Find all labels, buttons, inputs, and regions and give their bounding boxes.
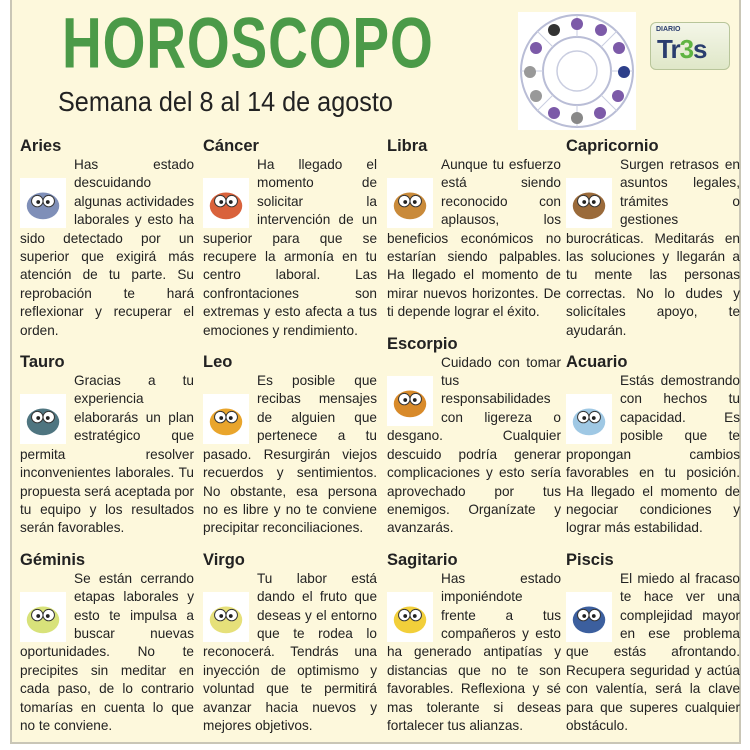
sign-text <box>566 372 740 538</box>
sign-text-body: Has estado imponiéndote frente a tus compañeros y esto ha generado antipatías y distancias que no te son favorables. Reflexiona y sé mas tolerante si deseas fortalecer tus alianzas. <box>387 570 561 733</box>
sign-text-body: Se están cerrando etapas laborales y esto te impulsa a buscar nuevas oportunidades. No te precipites sin meditar en cada paso, de lo contrario tomarías en cuenta lo que no te conviene. <box>20 570 194 733</box>
scorpion-icon <box>387 376 433 426</box>
sign-name: Libra <box>387 137 428 155</box>
logo-part: s <box>693 34 707 64</box>
sign-name: Cáncer <box>203 137 259 155</box>
sign-text-body: El miedo al fracaso te hace ver una complejidad mayor en ese problema que estás afrontando. Recupera seguridad y actúa con valentía, será la clave para que superes cualquier obstáculo. <box>566 570 740 733</box>
zodiac-wheel-image <box>518 12 636 130</box>
sign-text <box>203 570 377 736</box>
crab-icon <box>203 178 249 228</box>
sign-name: Virgo <box>203 550 245 569</box>
sign-capricornio <box>566 136 740 340</box>
sign-virgo <box>203 550 377 736</box>
sign-libra <box>387 136 561 322</box>
sign-text-body: Gracias a tu experiencia elaborarás un plan estratégico que permita resolver inconvenientes laborales. Tu propuesta será aceptada por tu equipo y los resultados serán favorables. <box>20 373 194 536</box>
sign-text <box>203 156 377 340</box>
sign-tauro <box>20 352 194 538</box>
sign-aries <box>20 136 194 340</box>
diario-tres-logo <box>650 22 730 70</box>
sign-name: Géminis <box>20 550 86 569</box>
sign-name: Tauro <box>20 353 65 372</box>
page-title: HOROSCOPO <box>62 2 434 84</box>
column-4 <box>566 136 740 735</box>
water-drop-icon <box>566 394 612 444</box>
twins-icon <box>20 592 66 642</box>
logo-part: 3 <box>679 34 694 64</box>
scales-icon <box>387 178 433 228</box>
sign-text-body: Aunque tu esfuerzo está siendo reconocido con aplausos, los beneficios económicos no estarían siendo palpables. Ha llegado el momento de mirar nuevos horizontes. De ti depende lograr el éxito. <box>387 157 561 320</box>
logo-part: Tr <box>657 34 680 64</box>
sign-text-body: Has estado descuidando algunas actividades laborales y esto ha sido detectado por un superior que exigirá más atención de tu parte. Su reprobación te hará reflexionar y recuperar el orden. <box>20 157 194 338</box>
sign-piscis <box>566 550 740 736</box>
sign-text <box>387 156 561 322</box>
lion-icon <box>203 394 249 444</box>
sign-text-body: Cuidado con tomar tus responsabilidades con ligereza o desgano. Cualquier descuido podría generar complicaciones y esto sería aprovechado por tus enemigos. Organízate y avanzarás. <box>387 354 561 536</box>
sign-name: Escorpio <box>387 334 458 353</box>
column-1 <box>20 136 194 735</box>
bull-icon <box>20 394 66 444</box>
sign-leo <box>203 352 377 538</box>
maiden-icon <box>203 592 249 642</box>
goat-icon <box>566 178 612 228</box>
sign-text <box>20 570 194 736</box>
sign-name: Leo <box>203 353 233 372</box>
archer-icon <box>387 592 433 642</box>
sign-text <box>203 372 377 538</box>
sign-text-body: Surgen retrasos en asuntos legales, trámites o gestiones burocráticas. Meditarás en las soluciones y llegarán a tu mente las personas correctas. No lo dudes y solicítales apoyo, te ayudarán. <box>566 157 740 338</box>
sign-text-body: Ha llegado el momento de solicitar la intervención de un superior para que se recupere la armonía en tu centro laboral. Las confrontaciones son extremas y esto afecta a tus emociones y rendimiento. <box>203 157 377 338</box>
sign-name: Sagitario <box>387 550 458 569</box>
sign-text <box>20 372 194 538</box>
sign-name: Aries <box>20 137 62 155</box>
sign-name: Piscis <box>566 550 614 569</box>
sign-name: Acuario <box>566 353 628 372</box>
ram-icon <box>20 178 66 228</box>
sign-text-body: Tu labor está dando el fruto que deseas y el entorno que te rodea lo reconocerá. Tendrás una inyección de optimismo y voluntad que te permitirá avanzar hacia nuevos y mejores objetivos. <box>203 570 377 733</box>
page-subtitle: Semana del 8 al 14 de agosto <box>58 86 393 117</box>
sign-text <box>387 354 561 538</box>
sign-geminis <box>20 550 194 736</box>
sign-text <box>387 570 561 736</box>
logo-big-text <box>657 34 707 65</box>
sign-text-body: Es posible que recibas mensajes de alguien que pertenece a tu pasado. Resurgirán viejos recuerdos y sentimientos. No obstante, esa persona no es libre y no te conviene precipitar reconciliaciones. <box>203 373 377 536</box>
sign-text <box>20 156 194 340</box>
sign-escorpio <box>387 334 561 538</box>
column-3 <box>387 136 561 735</box>
column-2 <box>203 136 377 735</box>
sign-cancer <box>203 136 377 340</box>
sign-name: Capricornio <box>566 137 659 155</box>
fish-icon <box>566 592 612 642</box>
sign-text <box>566 570 740 736</box>
sign-text-body: Estás demostrando con hechos tu capacidad. Es posible que te propongan cambios favorables en tu posición. Ha llegado el momento de negociar condiciones y lograr más estabilidad. <box>566 373 740 536</box>
sign-text <box>566 156 740 340</box>
sign-sagitario <box>387 550 561 736</box>
sign-acuario <box>566 352 740 538</box>
logo-small-text: DIARIO <box>656 26 681 33</box>
